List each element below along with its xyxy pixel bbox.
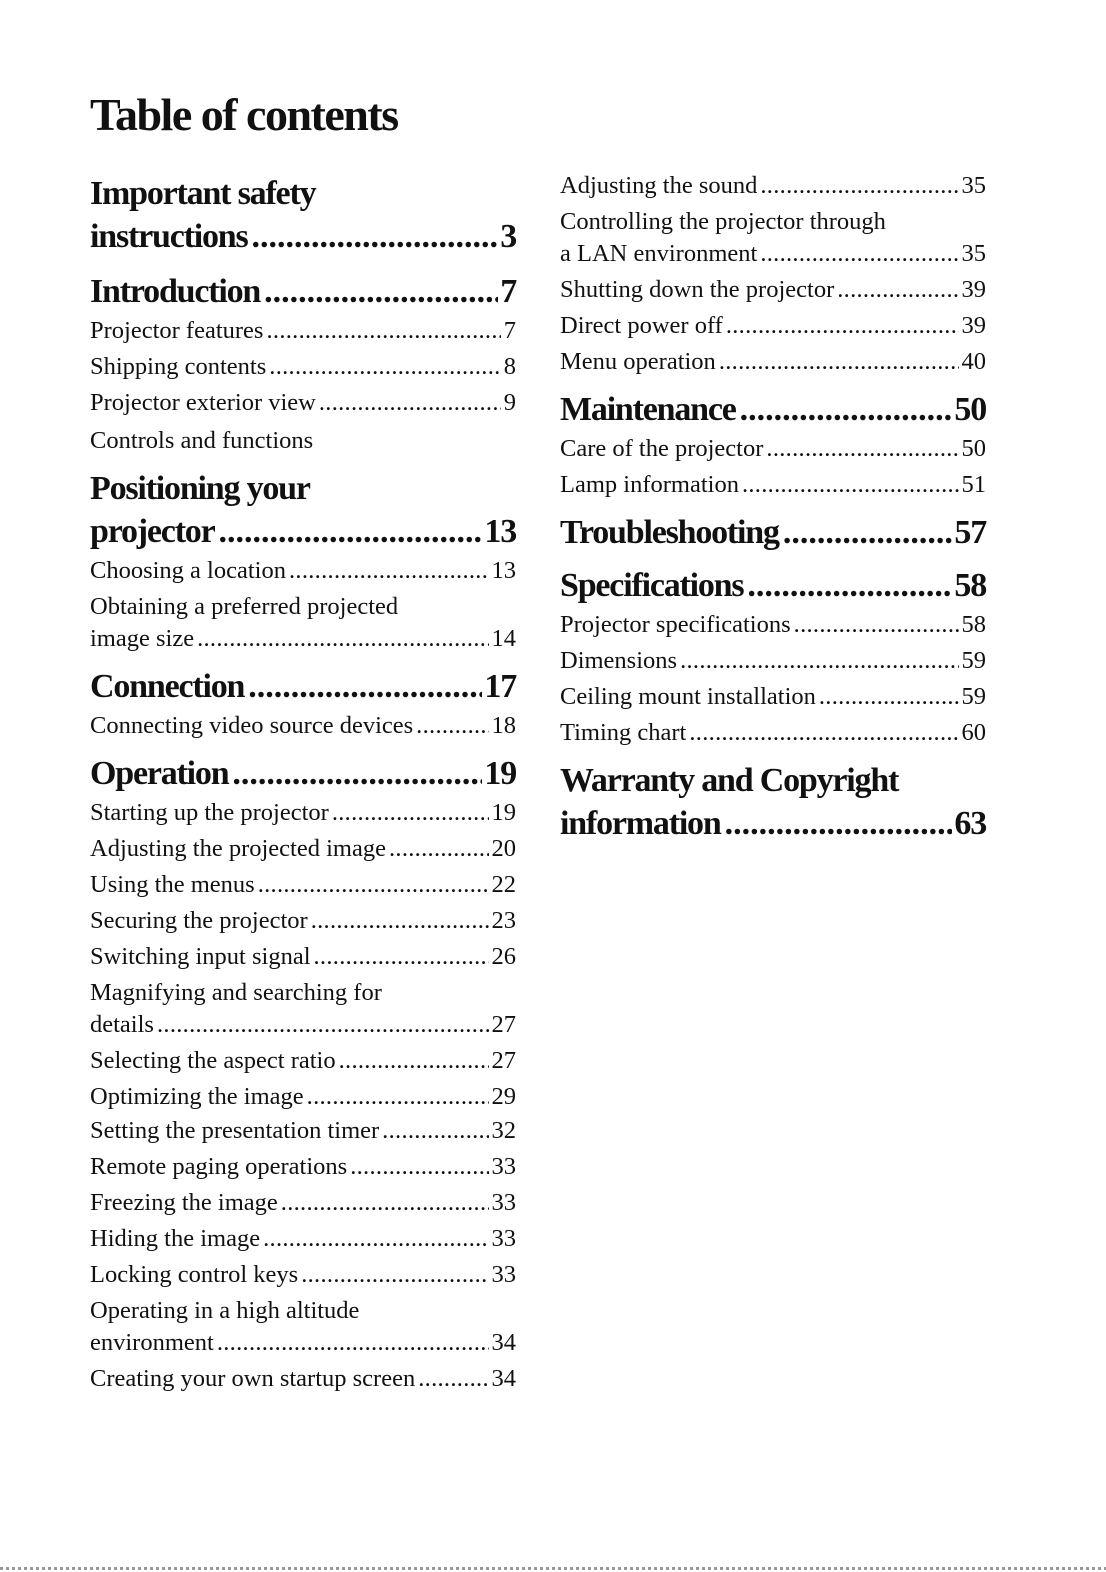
toc-entry-using-the-menus[interactable] <box>90 869 516 901</box>
toc-page-number: 50 <box>954 391 986 428</box>
toc-title: Maintenance <box>560 391 736 428</box>
toc-title-line1: Important safety <box>90 175 316 212</box>
toc-page-number: 58 <box>954 567 986 604</box>
toc-title: Shipping contents <box>90 353 267 380</box>
toc-title: Starting up the projector <box>90 799 329 826</box>
toc-title: Adjusting the sound <box>560 172 758 199</box>
dot-leader <box>263 1223 488 1255</box>
toc-page-number: 51 <box>961 471 986 498</box>
toc-title-line1: Operating in a high altitude <box>90 1297 360 1324</box>
toc-entry-shutting-down-the-projector[interactable] <box>560 274 986 306</box>
toc-page-number: 60 <box>961 719 986 746</box>
toc-entry-lamp-information[interactable] <box>560 469 986 501</box>
toc-page-number: 8 <box>503 353 516 380</box>
toc-title: Operation <box>90 755 229 792</box>
toc-heading-warranty-and-copyright-information[interactable] <box>560 759 986 845</box>
toc-entry-hiding-the-image[interactable] <box>90 1223 516 1255</box>
toc-page-number: 7 <box>503 317 516 344</box>
dot-leader <box>232 752 482 795</box>
dot-leader <box>747 564 952 607</box>
toc-title: Locking control keys <box>90 1261 299 1288</box>
toc-title: Care of the projector <box>560 435 764 462</box>
toc-page-number: 34 <box>491 1329 516 1356</box>
toc-title-line1: Obtaining a preferred projected <box>90 593 399 620</box>
toc-page-number: 27 <box>491 1047 516 1074</box>
dot-leader <box>416 710 488 742</box>
toc-entry-selecting-the-aspect-ratio[interactable] <box>90 1045 516 1077</box>
toc-entry-controlling-the-projector-through-a-lan-environment[interactable] <box>560 206 986 270</box>
dot-leader <box>219 510 483 553</box>
toc-title: Troubleshooting <box>560 514 779 551</box>
toc-title-line1: Magnifying and searching for <box>90 979 382 1006</box>
dot-leader <box>719 346 959 378</box>
dot-leader <box>760 170 958 202</box>
dot-leader <box>319 387 501 419</box>
dot-leader <box>248 665 482 708</box>
dot-leader <box>266 315 500 347</box>
toc-title: Introduction <box>90 273 261 310</box>
toc-right-column <box>560 170 986 845</box>
toc-heading-important-safety-instructions[interactable] <box>90 172 516 258</box>
toc-title: Hiding the image <box>90 1225 261 1252</box>
toc-heading-specifications[interactable] <box>560 564 986 607</box>
toc-title: Menu operation <box>560 348 716 375</box>
dot-leader <box>794 609 959 641</box>
toc-entry-direct-power-off[interactable] <box>560 310 986 342</box>
toc-page-number: 9 <box>503 389 516 416</box>
toc-left-column <box>90 172 516 1395</box>
toc-page-number: 63 <box>954 805 986 842</box>
toc-title: Connection <box>90 668 245 705</box>
toc-entry-choosing-a-location[interactable] <box>90 555 516 587</box>
toc-title-line1: Warranty and Copyright <box>560 762 899 799</box>
dot-leader <box>258 869 489 901</box>
toc-title: Connecting video source devices <box>90 712 414 739</box>
toc-entry-obtaining-a-preferred-projected-image-size[interactable] <box>90 591 516 655</box>
dot-leader <box>157 1009 489 1041</box>
dot-leader <box>269 351 500 383</box>
toc-page-number: 58 <box>961 611 986 638</box>
toc-entry-magnifying-and-searching-for-details[interactable] <box>90 977 516 1041</box>
toc-title: details <box>90 1011 154 1038</box>
dot-leader <box>301 1259 488 1291</box>
toc-page-number: 29 <box>491 1083 516 1110</box>
toc-title: environment <box>90 1329 214 1356</box>
dot-leader <box>217 1327 489 1359</box>
toc-entry-optimizing-the-image[interactable] <box>90 1081 516 1113</box>
toc-page-number: 32 <box>491 1117 516 1144</box>
dot-leader <box>314 941 489 973</box>
toc-entry-connecting-video-source-devices[interactable] <box>90 710 516 742</box>
toc-page-number: 14 <box>491 625 516 652</box>
toc-title: Selecting the aspect ratio <box>90 1047 336 1074</box>
toc-heading-positioning-your-projector[interactable] <box>90 467 516 553</box>
dot-leader <box>252 215 499 258</box>
dot-leader <box>281 1187 489 1219</box>
toc-title: Timing chart <box>560 719 687 746</box>
toc-page-number: 33 <box>491 1189 516 1216</box>
toc-page-number: 13 <box>491 557 516 584</box>
toc-page-number: 3 <box>500 218 516 255</box>
toc-entry-adjusting-the-projected-image[interactable] <box>90 833 516 865</box>
toc-entry-remote-paging-operations[interactable] <box>90 1151 516 1183</box>
toc-entry-creating-your-own-startup-screen[interactable] <box>90 1363 516 1395</box>
toc-entry-setting-the-presentation-timer[interactable] <box>90 1115 516 1147</box>
toc-title: Choosing a location <box>90 557 286 584</box>
toc-title: information <box>560 805 721 842</box>
toc-page-number: 27 <box>491 1011 516 1038</box>
toc-page-number: 59 <box>961 683 986 710</box>
dot-leader <box>837 274 958 306</box>
page-bottom-border <box>0 1567 1106 1570</box>
dot-leader <box>725 802 953 845</box>
toc-title: Projector specifications <box>560 611 791 638</box>
toc-entry-operating-in-a-high-altitude-environment[interactable] <box>90 1295 516 1359</box>
dot-leader <box>689 717 958 749</box>
toc-title: Switching input signal <box>90 943 311 970</box>
toc-title: Lamp information <box>560 471 739 498</box>
toc-heading-introduction[interactable] <box>90 270 516 313</box>
toc-title: Controls and functions <box>90 427 314 454</box>
dot-leader <box>742 469 959 501</box>
toc-title-line1: Controlling the projector through <box>560 208 886 235</box>
dot-leader <box>332 797 489 829</box>
toc-title: a LAN environment <box>560 240 758 267</box>
toc-entry-starting-up-the-projector[interactable] <box>90 797 516 829</box>
toc-entry-ceiling-mount-installation[interactable] <box>560 681 986 713</box>
toc-entry-securing-the-projector[interactable] <box>90 905 516 937</box>
toc-page-number: 34 <box>491 1365 516 1392</box>
toc-title: Specifications <box>560 567 744 604</box>
toc-entry-freezing-the-image[interactable] <box>90 1187 516 1219</box>
toc-page-number: 18 <box>491 712 516 739</box>
toc-title: Shutting down the projector <box>560 276 835 303</box>
page-title: Table of contents <box>90 89 398 140</box>
dot-leader <box>418 1363 488 1395</box>
toc-entry-switching-input-signal[interactable] <box>90 941 516 973</box>
dot-leader <box>783 511 953 554</box>
toc-page-number: 22 <box>491 871 516 898</box>
toc-page-number: 26 <box>491 943 516 970</box>
dot-leader <box>339 1045 489 1077</box>
toc-page-number: 17 <box>484 668 516 705</box>
toc-entry-locking-control-keys[interactable] <box>90 1259 516 1291</box>
dot-leader <box>680 645 958 677</box>
toc-page-number: 40 <box>961 348 986 375</box>
toc-page-number: 13 <box>484 513 516 550</box>
toc-page-number: 33 <box>491 1153 516 1180</box>
toc-page-number: 7 <box>500 273 516 310</box>
toc-page-number: 23 <box>491 907 516 934</box>
toc-page-number: 33 <box>491 1261 516 1288</box>
toc-heading-troubleshooting[interactable] <box>560 511 986 554</box>
dot-leader <box>766 433 958 465</box>
toc-title: projector <box>90 513 215 550</box>
toc-title-line1: Positioning your <box>90 470 310 507</box>
toc-title: Projector exterior view <box>90 389 316 416</box>
dot-leader <box>311 905 489 937</box>
toc-page-number: 39 <box>961 312 986 339</box>
toc-entry-timing-chart[interactable] <box>560 717 986 749</box>
toc-title: Remote paging operations <box>90 1153 348 1180</box>
dot-leader <box>350 1151 488 1183</box>
toc-title: Direct power off <box>560 312 723 339</box>
toc-entry-menu-operation[interactable] <box>560 346 986 378</box>
toc-heading-maintenance[interactable] <box>560 388 986 431</box>
toc-entry-projector-specifications[interactable] <box>560 609 986 641</box>
toc-title: Using the menus <box>90 871 255 898</box>
toc-title: Dimensions <box>560 647 678 674</box>
toc-title: Ceiling mount installation <box>560 683 816 710</box>
toc-title: Creating your own startup screen <box>90 1365 416 1392</box>
dot-leader <box>389 833 489 865</box>
toc-entry-shipping-contents[interactable] <box>90 351 516 383</box>
toc-heading-connection[interactable] <box>90 665 516 708</box>
toc-page-number: 35 <box>961 240 986 267</box>
dot-leader <box>726 310 959 342</box>
toc-title: Adjusting the projected image <box>90 835 386 862</box>
toc-entry-projector-exterior-view[interactable] <box>90 387 516 419</box>
toc-heading-operation[interactable] <box>90 752 516 795</box>
toc-page-number: 19 <box>491 799 516 826</box>
toc-page-number: 57 <box>954 514 986 551</box>
dot-leader <box>197 623 488 655</box>
dot-leader <box>819 681 959 713</box>
toc-page-number: 20 <box>491 835 516 862</box>
toc-entry-dimensions[interactable] <box>560 645 986 677</box>
toc-title: instructions <box>90 218 248 255</box>
toc-page-number: 59 <box>961 647 986 674</box>
toc-entry-care-of-the-projector[interactable] <box>560 433 986 465</box>
toc-title: image size <box>90 625 195 652</box>
toc-page-number: 35 <box>961 172 986 199</box>
toc-page-number: 50 <box>961 435 986 462</box>
dot-leader <box>760 238 958 270</box>
toc-entry-projector-features[interactable] <box>90 315 516 347</box>
toc-entry-controls-and-functions[interactable] <box>90 425 516 457</box>
dot-leader <box>740 388 953 431</box>
dot-leader <box>289 555 489 587</box>
toc-title: Freezing the image <box>90 1189 278 1216</box>
toc-title: Optimizing the image <box>90 1083 304 1110</box>
toc-page-number: 19 <box>484 755 516 792</box>
dot-leader <box>382 1115 488 1147</box>
toc-title: Projector features <box>90 317 264 344</box>
toc-page-number: 39 <box>961 276 986 303</box>
dot-leader <box>264 270 498 313</box>
toc-entry-adjusting-the-sound[interactable] <box>560 170 986 202</box>
toc-title: Setting the presentation timer <box>90 1117 380 1144</box>
toc-title: Securing the projector <box>90 907 308 934</box>
toc-page-number: 33 <box>491 1225 516 1252</box>
dot-leader <box>307 1081 489 1113</box>
